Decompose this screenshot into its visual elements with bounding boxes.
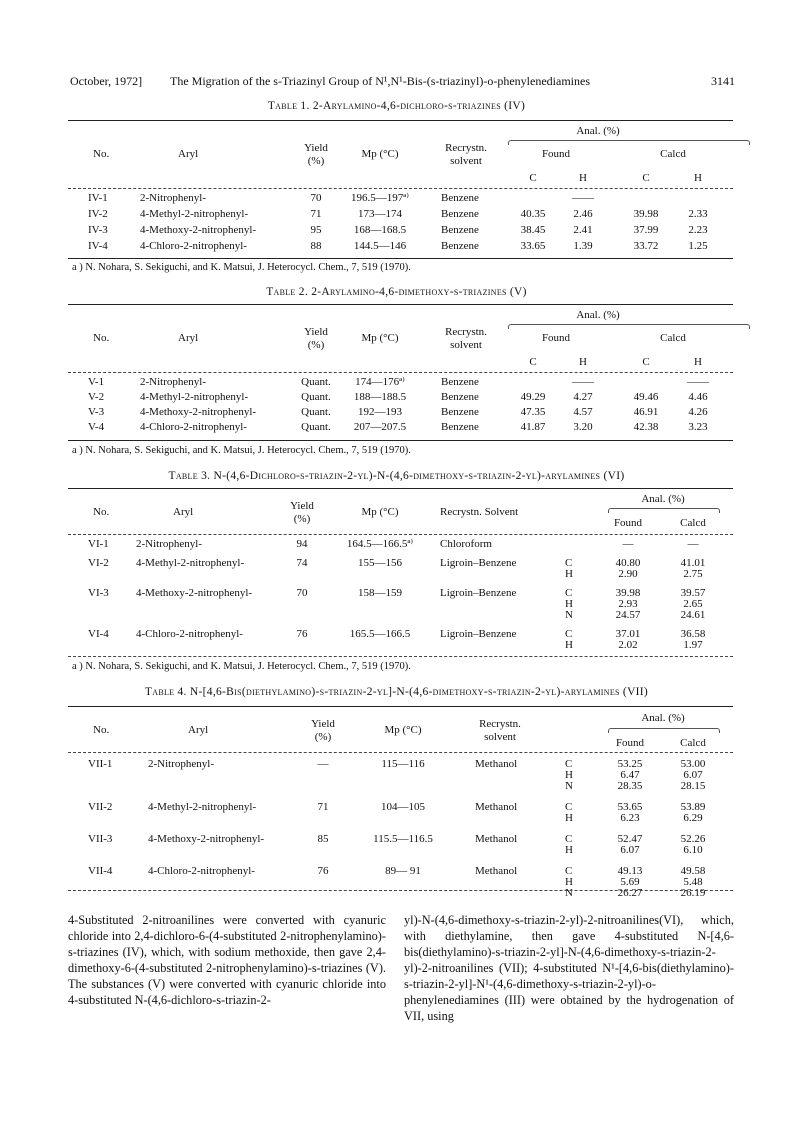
table2-caption: Table 2. 2-Arylamino-4,6-dimethoxy-s-triazines (V) [266,286,527,298]
t4-anal-header: Anal. (%) [641,712,685,724]
table4-row3-no: VII-3 [88,833,113,845]
table2-row1-no: V-1 [88,376,105,388]
t2-header-aryl: Aryl [178,332,199,344]
table4-row2-calcd-1: 53.89 [680,801,706,813]
table4-row1-found-1: 53.25 [617,758,643,770]
table4-row1-calcd-2: 6.07 [683,769,703,781]
table3-row3-found-2: 2.93 [618,598,638,610]
table3-row2-mp: 155—156 [358,557,402,569]
table3-row1-solvent: Chloroform [440,538,492,550]
table1-row4-calcd-c: 33.72 [633,240,659,252]
table4-row4-element-2: H [565,876,573,888]
table4-row1-aryl: 2-Nitrophenyl- [148,758,214,770]
table4-row4-calcd-2: 5.48 [683,876,703,888]
table4 [68,706,733,899]
table3-row3-calcd-1: 39.57 [680,587,706,599]
t1-header-mp: Mp (°C) [361,148,399,160]
table3-row4-element-1: C [565,628,573,640]
table2-row1-aryl: 2-Nitrophenyl- [140,376,206,388]
table2-row1-calcd-h: —— [687,376,709,388]
t2-header-h: H [579,356,587,368]
table3-row4-found-2: 2.02 [618,639,638,651]
table2-row4-yield: Quant. [301,421,331,433]
table1-row3-found-h: 2.41 [573,224,593,236]
table2-row3-solvent: Benzene [441,406,479,418]
t4-header-solvent2: solvent [484,731,516,743]
table4-row2-mp: 104—105 [381,801,425,813]
t4-anal-brace [608,728,720,733]
table2-row2-no: V-2 [88,391,105,403]
table3-row3-mp: 158—159 [358,587,402,599]
t1-header-solvent1: Recrystn. [445,142,487,154]
table4-row4-calcd-1: 49.58 [680,865,706,877]
table2-row4-solvent: Benzene [441,421,479,433]
table4-row4-aryl: 4-Chloro-2-nitrophenyl- [148,865,255,877]
t4-header-found: Found [615,737,645,749]
table2-row2-calcd-c: 49.46 [633,391,659,403]
table2-row2-aryl: 4-Methyl-2-nitrophenyl- [140,391,249,403]
table2-row4-found-c: 41.87 [520,421,546,433]
table3-row3-calcd-3: 24.61 [680,609,706,621]
t1-header-solvent2: solvent [450,155,482,167]
t1-anal-brace [508,140,750,145]
t2-header-no: No. [93,332,110,344]
t2-header-mp: Mp (°C) [361,332,399,344]
t1-header-c: C [529,172,537,184]
table4-row3-found-2: 6.07 [620,844,640,856]
table4-row3-aryl: 4-Methoxy-2-nitrophenyl- [148,833,265,845]
body-text-left: 4-Substituted 2-nitroanilines were converted with cyanuric chloride into 2,4-dichloro-6-(4-substituted 2-nitrophenylamino)-s-triazines (IV), which, with sodium methoxide, then gave 2,4-dimethoxy-6-(4-substituted 2-nitrophenylamino)-s-triazines (V). The substances (V) were converted with cyanuric chloride into 4-substituted N-(4,6-dichloro-s-triazin-2- [68,913,386,1007]
table2-row4-calcd-h: 3.23 [688,421,708,433]
table1-row4-aryl: 4-Chloro-2-nitrophenyl- [140,240,247,252]
table4-row2-calcd-2: 6.29 [683,812,703,824]
table3-row1-found-1: — [622,538,634,550]
table1-row3-no: IV-3 [88,224,108,236]
table4-row3-calcd-2: 6.10 [683,844,703,856]
table4-row1-mp: 115—116 [381,758,425,770]
table1-row3-yield: 95 [310,224,322,236]
t2-header-yield-unit: (%) [307,339,325,351]
t1-header-c2: C [642,172,650,184]
table3 [68,488,733,664]
table3-row3-element-1: C [565,587,573,599]
table2-row2-calcd-h: 4.46 [688,391,708,403]
table4-row1-calcd-3: 28.15 [680,780,706,792]
table3-row3-found-1: 39.98 [615,587,641,599]
body-text-right: yl)-N-(4,6-dimethoxy-s-triazin-2-yl)-2-nitroanilines(VI), which, with diethylamine, then gave 4-substituted N-[4,6-bis(diethylamino)-s-triazin-2-yl]-N-(4,6-dimethoxy-s-triazin-2-yl)-2-nitroanilines (VII); 4-substituted N¹-[4,6-bis(diethylamino)-s-triazin-2-yl]-N¹-(4,6-dimethoxy-s-triazin-2-yl)-o-phenylenediamines (III) were obtained by the hydrogenation of VII, using [404,913,734,1023]
table3-row4-calcd-1: 36.58 [680,628,706,640]
table3-row2-element-1: C [565,557,573,569]
t2-header-c2: C [642,356,650,368]
table3-row4-found-1: 37.01 [615,628,641,640]
t2-header-solvent2: solvent [450,339,482,351]
table2-row2-found-c: 49.29 [520,391,546,403]
table3-row2-calcd-2: 2.75 [683,568,703,580]
t1-anal-header: Anal. (%) [576,125,620,137]
table4-row4-element-1: C [565,865,573,877]
t3-anal-header: Anal. (%) [641,493,685,505]
table1-row1-aryl: 2-Nitrophenyl- [140,192,206,204]
t2-header-solvent1: Recrystn. [445,326,487,338]
header-title: The Migration of the s-Triazinyl Group of N¹,N¹-Bis-(s-triazinyl)-o-phenylenediamines [170,74,590,88]
table3-row3-solvent: Ligroin–Benzene [440,587,517,599]
table4-row3-mp: 115.5—116.5 [373,833,433,845]
table3-row2-aryl: 4-Methyl-2-nitrophenyl- [136,557,245,569]
table3-row3-found-3: 24.57 [615,609,641,621]
table4-row4-found-1: 49.13 [617,865,643,877]
t1-header-yield: Yield [304,142,328,154]
t1-header-no: No. [93,148,110,160]
table2-row3-found-c: 47.35 [520,406,546,418]
table3-row1-no: VI-1 [88,538,109,550]
table2-row3-calcd-h: 4.26 [688,406,708,418]
table1-row2-mp: 173—174 [358,208,402,220]
t4-header-mp: Mp (°C) [384,724,422,736]
table4-caption: Table 4. N-[4,6-Bis(diethylamino)-s-triazin-2-yl]-N-(4,6-dimethoxy-s-triazin-2-yl)-arylamines (VII) [144,686,649,698]
t4-header-yield: Yield [311,718,335,730]
table3-row3-calcd-2: 2.65 [683,598,703,610]
table4-row2-yield: 71 [317,801,329,813]
table1-row4-found-h: 1.39 [573,240,593,252]
header-date: October, 1972] [70,74,143,88]
t2-header-h2: H [694,356,702,368]
table3-row4-element-2: H [565,639,573,651]
table1-row2-solvent: Benzene [441,208,479,220]
t1-header-yield-unit: (%) [307,155,325,167]
t1-header-aryl: Aryl [178,148,199,160]
table2-row4-mp: 207—207.5 [353,421,407,433]
table1-row2-found-c: 40.35 [520,208,546,220]
table2-row1-solvent: Benzene [441,376,479,388]
t2-anal-header: Anal. (%) [576,309,620,321]
t3-header-no: No. [93,506,110,518]
table4-row2-element-2: H [565,812,573,824]
table1-row4-no: IV-4 [88,240,108,252]
t4-header-yield-unit: (%) [314,731,332,743]
table1-row2-found-h: 2.46 [573,208,593,220]
table4-row2-element-1: C [565,801,573,813]
table2-row3-no: V-3 [88,406,105,418]
table1-row2-calcd-h: 2.33 [688,208,708,220]
t1-header-h2: H [694,172,702,184]
table3-caption: Table 3. N-(4,6-Dichloro-s-triazin-2-yl)-N-(4,6-dimethoxy-s-triazin-2-yl)-arylamines (VI) [168,470,625,482]
table4-row4-calcd-3: 26.19 [680,887,706,899]
table2-row2-found-h: 4.27 [573,391,593,403]
table2-row4-aryl: 4-Chloro-2-nitrophenyl- [140,421,247,433]
table3-row3-element-3: N [565,609,573,621]
table4-row3-calcd-1: 52.26 [680,833,706,845]
t3-header-yield: Yield [290,500,314,512]
table4-row4-solvent: Methanol [475,865,518,877]
table1-caption: Table 1. 2-Arylamino-4,6-dichloro-s-triazines (IV) [267,100,526,112]
table4-row4-found-3: 26.27 [617,887,643,899]
table1-row1-yield: 70 [310,192,322,204]
table1-row1-mp: 196.5—197ª⁾ [351,192,409,204]
table1-row3-mp: 168—168.5 [353,224,407,236]
table3-row3-no: VI-3 [88,587,109,599]
table4-row1-calcd-1: 53.00 [680,758,706,770]
table4-row4-found-2: 5.69 [620,876,640,888]
table2-row4-found-h: 3.20 [573,421,593,433]
table2-row3-calcd-c: 46.91 [633,406,659,418]
table3-row1-mp: 164.5—166.5ª⁾ [346,538,414,550]
table1-row1-no: IV-1 [88,192,108,204]
table1-row3-found-c: 38.45 [520,224,546,236]
table3-row4-yield: 76 [296,628,308,640]
table1-row1-found-h: —— [572,192,594,204]
table1 [68,120,733,270]
t1-header-h: H [579,172,587,184]
table2-row3-aryl: 4-Methoxy-2-nitrophenyl- [140,406,257,418]
table2-row4-no: V-4 [88,421,105,433]
t3-header-calcd: Calcd [680,517,706,529]
table3-row4-mp: 165.5—166.5 [349,628,411,640]
table1-row3-aryl: 4-Methoxy-2-nitrophenyl- [140,224,257,236]
table3-row2-found-1: 40.80 [615,557,641,569]
table4-row2-solvent: Methanol [475,801,518,813]
table1-row4-mp: 144.5—146 [353,240,407,252]
running-header [70,74,735,90]
table1-row2-aryl: 4-Methyl-2-nitrophenyl- [140,208,249,220]
table3-row1-aryl: 2-Nitrophenyl- [136,538,202,550]
table1-row3-calcd-h: 2.23 [688,224,708,236]
table4-row1-solvent: Methanol [475,758,518,770]
t4-header-solvent1: Recrystn. [479,718,521,730]
table1-row4-found-c: 33.65 [520,240,546,252]
t3-header-found: Found [613,517,643,529]
table4-row2-found-2: 6.23 [620,812,640,824]
table4-row1-found-3: 28.35 [617,780,643,792]
table2-row1-mp: 174—176ª⁾ [355,376,405,388]
table2-row2-yield: Quant. [301,391,331,403]
table3-row1-calcd-1: — [687,538,699,550]
t2-header-yield: Yield [304,326,328,338]
table2 [68,304,733,454]
table2-row1-yield: Quant. [301,376,331,388]
table4-row1-found-2: 6.47 [620,769,640,781]
table4-row1-yield: — [317,758,329,770]
table1-row4-solvent: Benzene [441,240,479,252]
table1-row2-yield: 71 [310,208,322,220]
table3-row2-solvent: Ligroin–Benzene [440,557,517,569]
table3-row2-calcd-1: 41.01 [680,557,706,569]
table4-row3-yield: 85 [317,833,329,845]
table3-row4-calcd-2: 1.97 [683,639,703,651]
t2-header-found: Found [541,332,571,344]
table4-row4-yield: 76 [317,865,329,877]
table3-row2-yield: 74 [296,557,308,569]
t3-header-aryl: Aryl [173,506,194,518]
table2-row4-calcd-c: 42.38 [633,421,659,433]
table4-row3-element-1: C [565,833,573,845]
t3-header-solvent: Recrystn. Solvent [440,506,519,518]
table1-row2-calcd-c: 39.98 [633,208,659,220]
table4-row4-no: VII-4 [88,865,113,877]
table3-row3-aryl: 4-Methoxy-2-nitrophenyl- [136,587,253,599]
t3-header-mp: Mp (°C) [361,506,399,518]
table3-row2-no: VI-2 [88,557,109,569]
t3-anal-brace [608,508,720,513]
table4-row4-mp: 89— 91 [385,865,421,877]
t4-header-no: No. [93,724,110,736]
table4-row3-found-1: 52.47 [617,833,643,845]
table4-row2-found-1: 53.65 [617,801,643,813]
table3-row4-solvent: Ligroin–Benzene [440,628,517,640]
table3-row4-aryl: 4-Chloro-2-nitrophenyl- [136,628,243,640]
t3-header-yield-unit: (%) [293,513,311,525]
table2-row3-yield: Quant. [301,406,331,418]
header-page-number: 3141 [711,74,735,88]
table3-row4-no: VI-4 [88,628,109,640]
table2-row3-mp: 192—193 [358,406,402,418]
table2-row2-mp: 188—188.5 [353,391,407,403]
table4-row1-element-1: C [565,758,573,770]
t4-header-aryl: Aryl [188,724,209,736]
table1-row4-yield: 88 [310,240,322,252]
table1-row1-solvent: Benzene [441,192,479,204]
table3-row2-found-2: 2.90 [618,568,638,580]
table3-row2-element-2: H [565,568,573,580]
table4-row2-aryl: 4-Methyl-2-nitrophenyl- [148,801,257,813]
t1-header-calcd: Calcd [660,148,686,160]
table4-row1-element-3: N [565,780,573,792]
table4-row4-element-3: N [565,887,573,899]
t2-header-calcd: Calcd [660,332,686,344]
table1-row3-calcd-c: 37.99 [633,224,659,236]
table3-footnote: a ) N. Nohara, S. Sekiguchi, and K. Matsui, J. Heterocycl. Chem., 7, 519 (1970). [72,661,411,672]
table3-row3-element-2: H [565,598,573,610]
table3-row3-yield: 70 [296,587,308,599]
table1-row4-calcd-h: 1.25 [688,240,708,252]
table3-row1-yield: 94 [296,538,308,550]
table2-row2-solvent: Benzene [441,391,479,403]
table1-row3-solvent: Benzene [441,224,479,236]
table2-row1-found-h: —— [572,376,594,388]
table2-footnote: a ) N. Nohara, S. Sekiguchi, and K. Matsui, J. Heterocycl. Chem., 7, 519 (1970). [72,445,411,456]
t2-header-c: C [529,356,537,368]
table1-row2-no: IV-2 [88,208,108,220]
t1-header-found: Found [541,148,571,160]
t2-anal-brace [508,324,750,329]
t4-header-calcd: Calcd [680,737,706,749]
table2-row3-found-h: 4.57 [573,406,593,418]
table4-row3-solvent: Methanol [475,833,518,845]
table1-footnote: a ) N. Nohara, S. Sekiguchi, and K. Matsui, J. Heterocycl. Chem., 7, 519 (1970). [72,262,411,273]
table4-row1-no: VII-1 [88,758,113,770]
table4-row3-element-2: H [565,844,573,856]
table4-row2-no: VII-2 [88,801,113,813]
table4-row1-element-2: H [565,769,573,781]
